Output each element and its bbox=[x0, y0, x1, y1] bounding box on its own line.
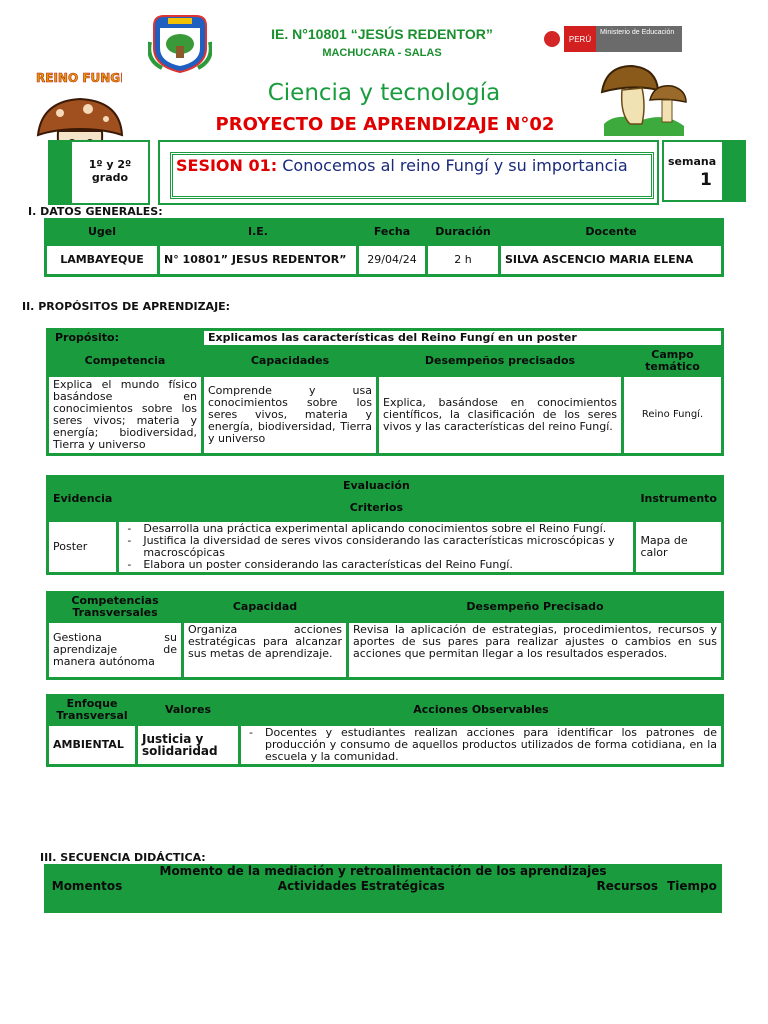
evaluation-title-row bbox=[49, 478, 721, 494]
criterios-list bbox=[123, 523, 629, 571]
header-capacidad: Capacidad bbox=[184, 594, 346, 620]
header-instrumento: Instrumento bbox=[636, 478, 721, 519]
header-comp-transversales: Competencias Transversales bbox=[49, 594, 181, 620]
week-label: semana bbox=[668, 155, 717, 168]
didactic-sequence-table bbox=[44, 864, 722, 913]
grade-label: 1º y 2º grado bbox=[88, 158, 132, 184]
header-capacidades: Capacidades bbox=[204, 348, 376, 374]
purpose-row bbox=[49, 331, 721, 345]
table-row bbox=[49, 726, 721, 764]
week-box bbox=[662, 140, 746, 202]
evidencia-value: Poster bbox=[49, 522, 116, 572]
session-label: SESION 01: bbox=[176, 156, 278, 175]
header-ie: I.E. bbox=[160, 221, 356, 243]
mushrooms-illustration bbox=[596, 62, 690, 140]
table-header-row bbox=[49, 697, 721, 723]
duracion-value: 2 h bbox=[428, 246, 498, 274]
criterio-item: - Elabora un poster considerando las características del Reino Fungí. bbox=[123, 559, 629, 571]
ugel-value: LAMBAYEQUE bbox=[47, 246, 157, 274]
campo-value: Reino Fungí. bbox=[624, 377, 721, 453]
header-criterios: Criterios bbox=[119, 497, 633, 519]
week-number: 1 bbox=[700, 170, 712, 190]
transversal-competencies-table bbox=[46, 591, 724, 680]
instrumento-value: Mapa de calor bbox=[636, 522, 721, 572]
comp-transversal-value: Gestiona su aprendizaje de manera autónoma bbox=[49, 623, 181, 677]
docente-value: SILVA ASCENCIO MARIA ELENA bbox=[501, 246, 721, 274]
table-row bbox=[49, 522, 721, 572]
table-row bbox=[49, 377, 721, 453]
reino-fungi-logo-text: REINO FUNGI bbox=[36, 71, 122, 85]
grade-box bbox=[48, 140, 150, 205]
session-box bbox=[158, 140, 659, 205]
desempeno-precisado-value: Revisa la aplicación de estrategias, procedimientos, recursos y aportes de sus pares para realizar ajustes o cambios en sus acciones que permitan llegar a los resultados esperados. bbox=[349, 623, 721, 677]
project-title: PROYECTO DE APRENDIZAJE N°02 bbox=[215, 114, 555, 135]
header-fecha: Fecha bbox=[359, 221, 425, 243]
school-name: IE. N°10801 “JESÚS REDENTOR” bbox=[271, 26, 493, 42]
week-box-stripe bbox=[722, 142, 744, 200]
subject-title: Ciencia y tecnología bbox=[267, 80, 501, 106]
session-title: Conocemos al reino Fungí y su importancia bbox=[282, 156, 628, 175]
enfoque-value: AMBIENTAL bbox=[49, 726, 135, 764]
school-crest-logo bbox=[148, 12, 212, 74]
header-duracion: Duración bbox=[428, 221, 498, 243]
header-acciones: Acciones Observables bbox=[241, 697, 721, 723]
header-ugel: Ugel bbox=[47, 221, 157, 243]
header-valores: Valores bbox=[138, 697, 238, 723]
session-title-block bbox=[176, 156, 636, 176]
table-header-row bbox=[44, 879, 722, 913]
general-data-table bbox=[44, 218, 724, 277]
header-enfoque: Enfoque Transversal bbox=[49, 697, 135, 723]
criterio-item: - Justifica la diversidad de seres vivos considerando las características microscópicas y macroscópicas bbox=[123, 535, 629, 559]
table-header-row bbox=[49, 348, 721, 374]
ie-value: N° 10801” JESUS REDENTOR” bbox=[160, 246, 356, 274]
purpose-text: Explicamos las características del Reino Fungí en un poster bbox=[204, 331, 721, 345]
evaluation-title: Evaluación bbox=[119, 478, 633, 494]
header-evidencia: Evidencia bbox=[49, 478, 116, 519]
table-header-row bbox=[47, 221, 721, 243]
ministry-name: Ministerio de Educación bbox=[600, 29, 675, 36]
table-row bbox=[49, 623, 721, 677]
capacidad-value: Organiza acciones estratégicas para alcanzar sus metas de aprendizaje. bbox=[184, 623, 346, 677]
header-recursos: Recursos bbox=[593, 879, 662, 913]
header-desempenos: Desempeños precisados bbox=[379, 348, 621, 374]
header-momentos: Momentos bbox=[44, 879, 130, 913]
header-desempeno-precisado: Desempeño Precisado bbox=[349, 594, 721, 620]
capacidades-value: Comprende y usa conocimientos sobre los seres vivos, materia y energía, biodiversidad, Tierra y universo bbox=[204, 377, 376, 453]
table-header-row bbox=[49, 594, 721, 620]
transversal-approach-table bbox=[46, 694, 724, 767]
acciones-list bbox=[245, 727, 717, 763]
desempenos-value: Explica, basándose en conocimientos científicos, la clasificación de los seres vivos y las características del reino Fungí. bbox=[379, 377, 621, 453]
sequence-title-row bbox=[44, 864, 722, 879]
school-location: MACHUCARA - SALAS bbox=[322, 47, 442, 59]
section-heading-general-data: I. DATOS GENERALES: bbox=[28, 205, 163, 218]
sequence-title: Momento de la mediación y retroalimentación de los aprendizajes bbox=[44, 864, 722, 879]
ministry-country: PERÚ bbox=[568, 35, 592, 44]
acciones-cell bbox=[241, 726, 721, 764]
table-header-row bbox=[49, 497, 721, 519]
header-docente: Docente bbox=[501, 221, 721, 243]
competencia-value: Explica el mundo físico basándose en conocimientos sobre los seres vivos; materia y energía; biodiversidad, Tierra y universo bbox=[49, 377, 201, 453]
reino-fungi-logo bbox=[36, 66, 122, 88]
valores-value: Justicia y solidaridad bbox=[138, 726, 238, 764]
evaluation-table bbox=[46, 475, 724, 575]
fecha-value: 29/04/24 bbox=[359, 246, 425, 274]
grade-box-stripe bbox=[50, 142, 72, 203]
purpose-table bbox=[46, 328, 724, 456]
table-row bbox=[47, 246, 721, 274]
header-campo: Campo temático bbox=[624, 348, 721, 374]
ministry-logo bbox=[540, 26, 682, 52]
header-actividades: Actividades Estratégicas bbox=[130, 879, 593, 913]
header-tiempo: Tiempo bbox=[662, 879, 722, 913]
section-heading-purposes: II. PROPÓSITOS DE APRENDIZAJE: bbox=[22, 300, 231, 313]
purpose-label: Propósito: bbox=[49, 331, 201, 345]
accion-item: - Docentes y estudiantes realizan acciones para identificar los patrones de producción y consumo de aquellos productos utilizados de forma cotidiana, en la escuela y la comunidad. bbox=[245, 727, 717, 763]
criterio-item: - Desarrolla una práctica experimental aplicando conocimientos sobre el Reino Fungí. bbox=[123, 523, 629, 535]
criterios-list-cell bbox=[119, 522, 633, 572]
header-competencia: Competencia bbox=[49, 348, 201, 374]
section-heading-sequence: III. SECUENCIA DIDÁCTICA: bbox=[40, 851, 206, 864]
